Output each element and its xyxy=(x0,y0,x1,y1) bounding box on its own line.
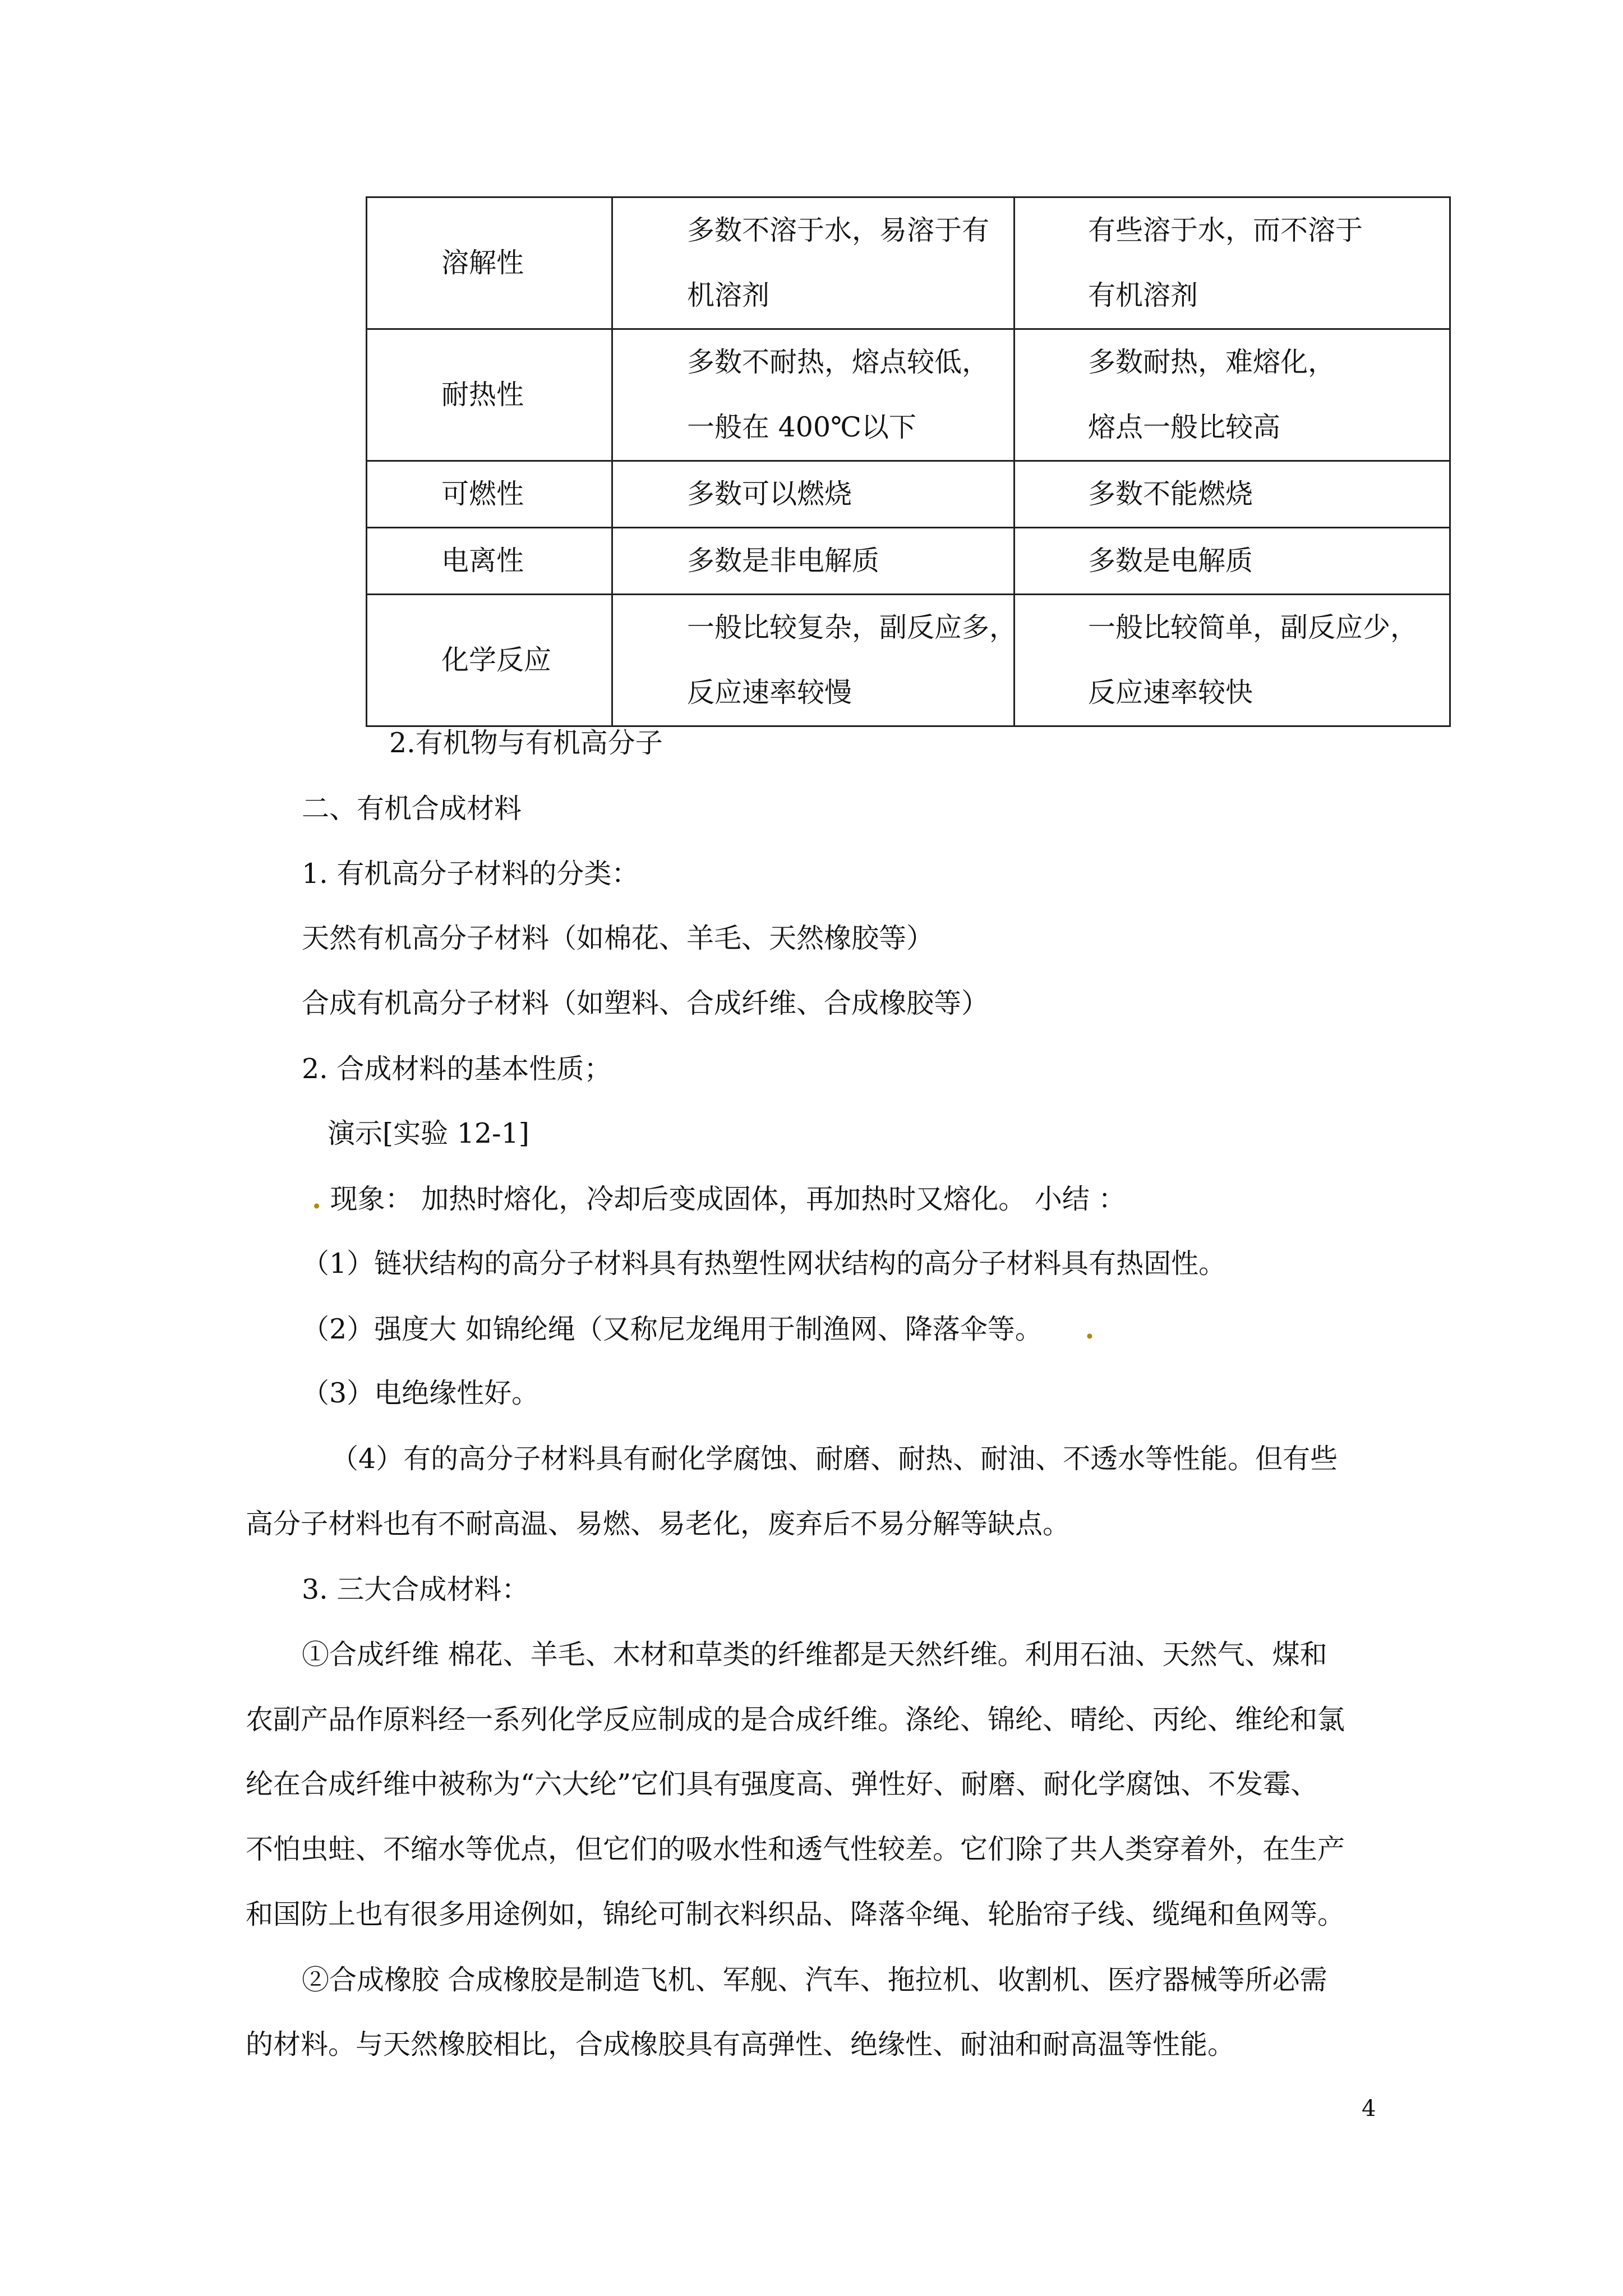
property-cell: 耐热性 xyxy=(367,329,612,461)
inorganic-cell: 一般比较简单，副反应少， 反应速率较快 xyxy=(1015,595,1450,726)
paragraph-line: 天然有机高分子材料（如棉花、羊毛、天然橡胶等） xyxy=(302,922,934,954)
paragraph-line: ②合成橡胶 合成橡胶是制造飞机、军舰、汽车、拖拉机、收割机、医疗器械等所必需 xyxy=(302,1964,1327,1996)
table-row xyxy=(367,461,1450,528)
numbered-heading: 2. 合成材料的基本性质； xyxy=(302,1053,612,1085)
paragraph-line: 高分子材料也有不耐高温、易燃、易老化，废弃后不易分解等缺点。 xyxy=(246,1508,1071,1540)
organic-cell: 多数是非电解质 xyxy=(612,528,1015,595)
table-row xyxy=(367,595,1450,726)
subheading-organics-polymers: 2.有机物与有机高分子 xyxy=(389,727,663,759)
list-item: （3）电绝缘性好。 xyxy=(302,1377,540,1409)
inorganic-cell: 多数耐热，难熔化， 熔点一般比较高 xyxy=(1015,329,1450,461)
organic-cell: 多数不耐热，熔点较低， 一般在 400℃以下 xyxy=(612,329,1015,461)
list-item xyxy=(302,1312,1094,1346)
observation-text: 现象： 加热时熔化，冷却后变成固体，再加热时又熔化。 小结 ： xyxy=(330,1183,1126,1215)
paragraph-line: 合成有机高分子材料（如塑料、合成纤维、合成橡胶等） xyxy=(302,987,989,1019)
inorganic-cell: 有些溶于水，而不溶于 有机溶剂 xyxy=(1015,197,1450,329)
table-row xyxy=(367,329,1450,461)
paragraph-line: 的材料。与天然橡胶相比，合成橡胶具有高弹性、绝缘性、耐油和耐高温等性能。 xyxy=(246,2028,1235,2060)
organic-cell: 多数可以燃烧 xyxy=(612,461,1015,528)
list-item: （1）链状结构的高分子材料具有热塑性网状结构的高分子材料具有热固性。 xyxy=(302,1248,1227,1280)
list-item: （4）有的高分子材料具有耐化学腐蚀、耐磨、耐热、耐油、不透水等性能。但有些 xyxy=(331,1443,1338,1475)
observation-line xyxy=(312,1182,1126,1216)
list-item-text: （2）强度大 如锦纶绳（又称尼龙绳用于制渔网、降落伞等。 xyxy=(302,1313,1043,1345)
property-cell: 电离性 xyxy=(367,528,612,595)
table-row xyxy=(367,528,1450,595)
table-row xyxy=(367,197,1450,329)
inorganic-cell: 多数是电解质 xyxy=(1015,528,1450,595)
paragraph-line: ①合成纤维 棉花、羊毛、木材和草类的纤维都是天然纤维。利用石油、天然气、煤和 xyxy=(302,1639,1327,1671)
demo-label: 演示[实验 12-1] xyxy=(328,1117,529,1149)
property-cell: 化学反应 xyxy=(367,595,612,726)
inorganic-cell: 多数不能燃烧 xyxy=(1015,461,1450,528)
numbered-heading: 3. 三大合成材料： xyxy=(302,1573,529,1605)
paragraph-line: 农副产品作原料经一系列化学反应制成的是合成纤维。涤纶、锦纶、晴纶、丙纶、维纶和氯 xyxy=(246,1704,1345,1736)
paragraph-line: 纶在合成纤维中被称为“六大纶”它们具有强度高、弹性好、耐磨、耐化学腐蚀、不发霉、 xyxy=(246,1768,1318,1800)
paragraph-line: 和国防上也有很多用途例如，锦纶可制衣料织品、降落伞绳、轮胎帘子线、缆绳和鱼网等。 xyxy=(246,1898,1345,1930)
page-number: 4 xyxy=(1362,2096,1376,2122)
organic-cell: 一般比较复杂，副反应多， 反应速率较慢 xyxy=(612,595,1015,726)
numbered-heading: 1. 有机高分子材料的分类： xyxy=(302,858,639,890)
properties-comparison-table xyxy=(366,196,1451,727)
section-heading: 二、有机合成材料 xyxy=(302,793,522,825)
organic-cell: 多数不溶于水，易溶于有 机溶剂 xyxy=(612,197,1015,329)
property-cell: 可燃性 xyxy=(367,461,612,528)
property-cell: 溶解性 xyxy=(367,197,612,329)
paragraph-line: 不怕虫蛀、不缩水等优点，但它们的吸水性和透气性较差。它们除了共人类穿着外，在生产 xyxy=(246,1833,1345,1865)
mark-dot: . xyxy=(312,1182,322,1215)
mark-dot: . xyxy=(1085,1313,1095,1345)
